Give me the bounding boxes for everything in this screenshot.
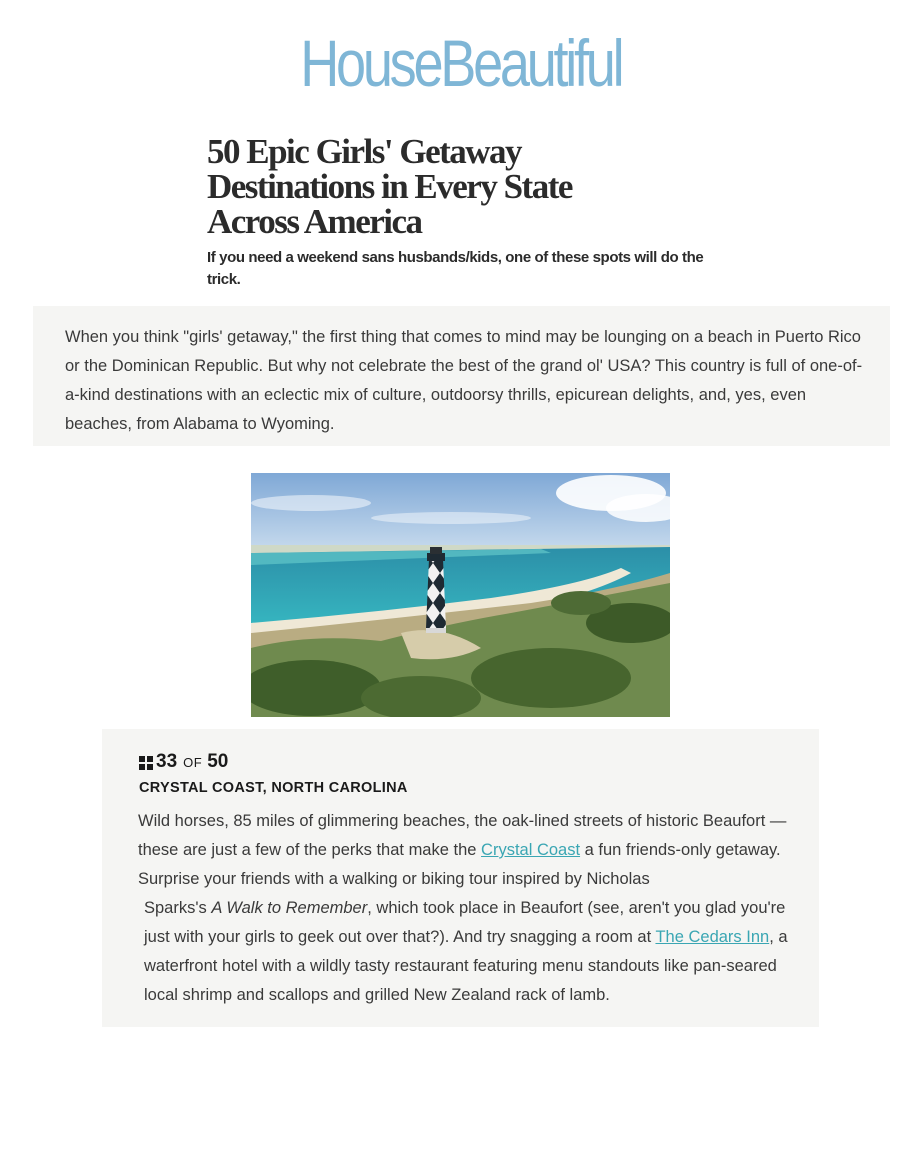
- slide-index: 33: [156, 751, 178, 772]
- slide-body-continued: [138, 894, 808, 1010]
- intro-paragraph: When you think "girls' getaway," the first thing that comes to mind may be lounging on a beach in Puerto Rico or the Dominican Republic. But why not celebrate the best of the grand ol' USA? This country is full of one-of-a-kind destinations with an eclectic mix of culture, outdoorsy thrills, epicurean delights, and, yes, even beaches, from Alabama to Wyoming.: [65, 328, 863, 433]
- slide-counter: [139, 751, 228, 774]
- slide-of-label: OF: [183, 755, 203, 770]
- slide-body: [138, 807, 808, 1010]
- slide-body-text: Sparks's: [144, 899, 212, 917]
- slide-body-text: a fun friends-only getaway. Surprise your friends with a walking or biking tour inspired by Nicholas: [138, 841, 781, 888]
- lighthouse-photo: [251, 473, 670, 717]
- slide-body-text: , a waterfront hotel with a wildly tasty restaurant featuring menu standouts like pan-seared local shrimp and scallops and grilled New Zealand rack of lamb.: [144, 928, 788, 1004]
- grid-icon[interactable]: [139, 756, 153, 770]
- slide-total: 50: [207, 751, 229, 772]
- intro-section: [33, 306, 890, 446]
- crystal-coast-link[interactable]: Crystal Coast: [481, 841, 581, 859]
- slide-title: CRYSTAL COAST, NORTH CAROLINA: [139, 780, 408, 796]
- slide-body-text: , which took place in Beaufort (see, aren't you glad you're just with your girls to geek out over that?). And try snagging a room at: [144, 899, 786, 946]
- slide-body-text: Wild horses, 85 miles of glimmering beaches, the oak-lined streets of historic Beaufort — these are just a few of the perks that make the: [138, 812, 787, 859]
- brand-logo[interactable]: HouseBeautiful: [300, 26, 622, 100]
- book-title: A Walk to Remember: [211, 899, 368, 917]
- cedars-inn-link[interactable]: The Cedars Inn: [655, 928, 770, 946]
- slide-section: [102, 729, 819, 1027]
- article-dek: If you need a weekend sans husbands/kids, one of these spots will do the trick.: [207, 249, 704, 288]
- lighthouse-image: [251, 473, 670, 717]
- article-headline: 50 Epic Girls' Getaway Destinations in Every State Across America: [207, 132, 572, 241]
